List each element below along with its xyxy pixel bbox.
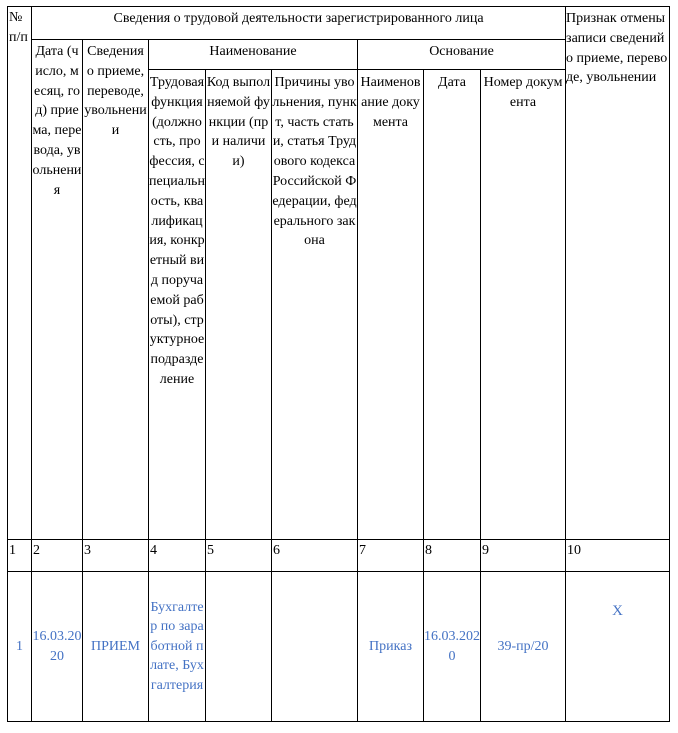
header-row-1 xyxy=(8,7,670,40)
header-group-basis: Основание xyxy=(358,40,566,70)
column-number-row xyxy=(8,540,670,572)
header-doc-number: Номер документа xyxy=(481,70,566,540)
column-number: 9 xyxy=(481,540,566,572)
column-number: 10 xyxy=(566,540,670,572)
column-number: 2 xyxy=(32,540,83,572)
column-number: 5 xyxy=(206,540,272,572)
entry-doc-number: 39-пр/20 xyxy=(481,572,566,722)
entry-function-code xyxy=(206,572,272,722)
header-num: № п/п xyxy=(8,7,32,540)
header-cancel-mark: Признак отмены записи сведений о приеме, переводе, увольнении xyxy=(566,7,670,540)
column-number: 4 xyxy=(149,540,206,572)
column-number: 8 xyxy=(424,540,481,572)
header-doc-name: Наименование документа xyxy=(358,70,424,540)
header-group-name: Наименование xyxy=(149,40,358,70)
entry-doc-name: Приказ xyxy=(358,572,424,722)
header-function-code: Код выполняемой функции (при наличии) xyxy=(206,70,272,540)
column-number: 7 xyxy=(358,540,424,572)
entry-doc-date: 16.03.2020 xyxy=(424,572,481,722)
header-date: Дата (число, месяц, год) приема, перевода, увольнения xyxy=(32,40,83,540)
header-event: Сведения о приеме, переводе, увольнении xyxy=(83,40,149,540)
header-doc-date: Дата xyxy=(424,70,481,540)
header-function: Трудовая функция (должность, профессия, специальность, квалификация, конкретный вид поручаемой работы), структурное подразделение xyxy=(149,70,206,540)
entry-date: 16.03.2020 xyxy=(32,572,83,722)
entry-dismissal-reasons xyxy=(272,572,358,722)
column-number: 3 xyxy=(83,540,149,572)
column-number: 6 xyxy=(272,540,358,572)
entry-cancel-mark: X xyxy=(566,572,670,722)
entry-num: 1 xyxy=(8,572,32,722)
table-row xyxy=(8,572,670,722)
labor-activity-table xyxy=(7,6,670,722)
column-number: 1 xyxy=(8,540,32,572)
header-main-title: Сведения о трудовой деятельности зарегистрированного лица xyxy=(32,7,566,40)
header-dismissal-reasons: Причины увольнения, пункт, часть статьи, статья Трудового кодекса Российской Федерации, федерального закона xyxy=(272,70,358,540)
entry-event: ПРИЕМ xyxy=(83,572,149,722)
entry-function: Бухгалтер по заработной плате, Бухгалтерия xyxy=(149,572,206,722)
